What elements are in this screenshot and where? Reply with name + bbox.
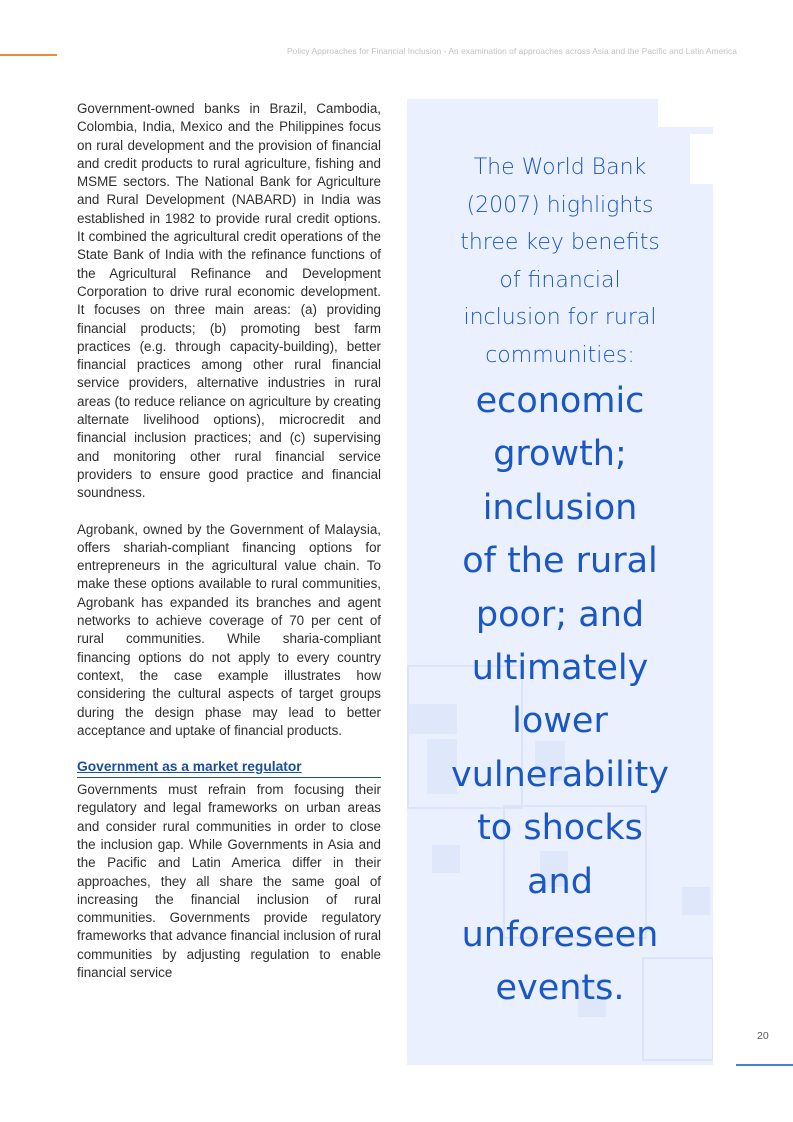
- header-accent-line: [0, 54, 57, 56]
- running-header: Policy Approaches for Financial Inclusion - An examination of approaches across Asia and the Pacific and Latin America: [286, 46, 737, 56]
- callout-intro-line: of financial: [499, 267, 621, 293]
- callout-emphasis-line: growth;: [493, 434, 627, 475]
- decorative-square: [658, 99, 713, 127]
- callout-intro-line: (2007) highlights: [466, 192, 654, 218]
- callout-emphasis-line: of the rural: [462, 541, 658, 582]
- callout-emphasis-line: and: [527, 861, 593, 902]
- callout-emphasis-line: inclusion: [482, 487, 638, 528]
- callout-emphasis-line: unforeseen: [461, 915, 659, 956]
- callout-emphasis-line: ultimately: [471, 648, 649, 689]
- callout-emphasis-line: events.: [495, 968, 625, 1009]
- callout-emphasis: [407, 375, 713, 1016]
- body-paragraph: Agrobank, owned by the Government of Malaysia, offers shariah-compliant financing options for entrepreneurs in the agricultural value chain. To make these options available to rural communities, Agrobank has expanded its branches and agent networks to achieve coverage of 70 per cent of rural communities. While sharia-compliant financing options do not apply to every country context, the case example illustrates how considering the cultural aspects of target groups during the design phase may lead to better acceptance and uptake of financial products.: [77, 521, 381, 738]
- footer-accent-line: [736, 1064, 793, 1066]
- body-paragraph: Governments must refrain from focusing their regulatory and legal frameworks on urban areas and consider rural communities in order to close the inclusion gap. While Governments in Asia and the Pacific and Latin America differ in their approaches, they all share the same goal of increasing the financial inclusion of rural communities. Governments provide regulatory frameworks that advance financial inclusion of rural communities by adjusting regulation to enable financial service: [77, 782, 381, 981]
- main-text-column: [77, 100, 381, 982]
- section-heading: Government as a market regulator: [77, 758, 381, 778]
- callout-intro-line: three key benefits: [460, 230, 660, 256]
- callout-intro-line: The World Bank: [473, 155, 647, 180]
- callout-emphasis-line: lower: [512, 701, 608, 742]
- pull-quote-panel: [407, 99, 713, 1065]
- callout-emphasis-line: poor; and: [475, 594, 645, 635]
- callout-intro: [407, 149, 713, 375]
- callout-intro-line: inclusion for rural: [463, 305, 657, 331]
- callout-intro-line: communities:: [485, 342, 635, 368]
- callout-emphasis-line: vulnerability: [451, 754, 669, 795]
- callout-emphasis-line: economic: [475, 381, 645, 421]
- page-number: 20: [757, 1030, 769, 1042]
- callout-emphasis-line: to shocks: [477, 808, 643, 849]
- body-paragraph: Government-owned banks in Brazil, Cambodia, Colombia, India, Mexico and the Philippines focus on rural development and the provision of financial and credit products to rural agriculture, fishing and MSME sectors. The National Bank for Agriculture and Rural Development (NABARD) in India was established in 1982 to provide rural credit options. It combined the agricultural credit operations of the State Bank of India with the refinance functions of the Agricultural Refinance and Development Corporation to drive rural economic development. It focuses on three main areas: (a) providing financial products; (b) promoting best farm practices (e.g. through capacity-building), better financial practices among other rural financial service providers, alternative industries in rural areas (to reduce reliance on agriculture by creating alternate livelihood options), microcredit and financial inclusion practices; and (c) supervising and monitoring other rural financial service providers to ensure good practice and financial soundness.: [77, 101, 381, 501]
